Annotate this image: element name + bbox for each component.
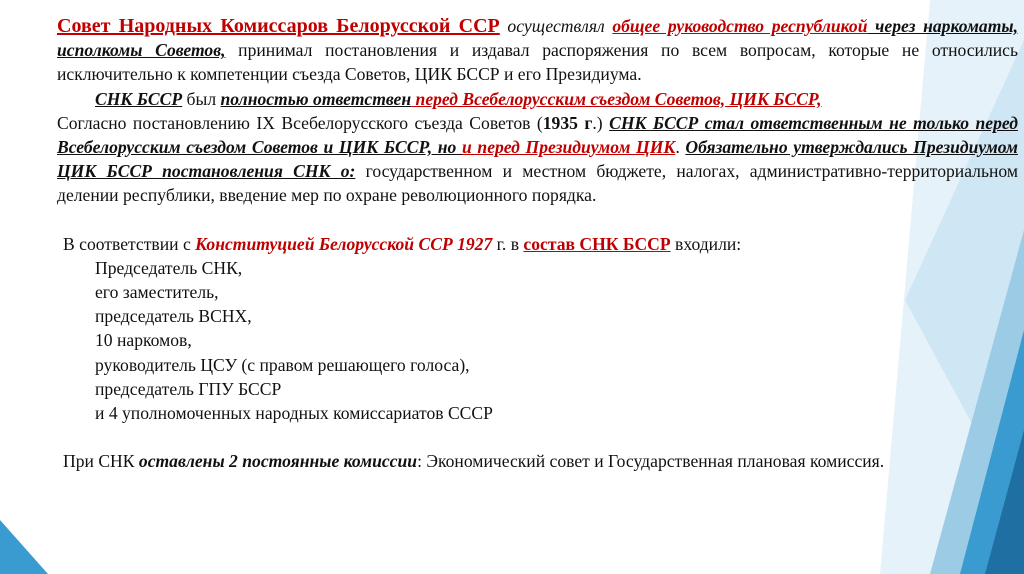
highlight-constitution: Конституцией Белорусской ССР 1927 [195,233,493,254]
composition-list [57,256,1018,425]
text-run: г. в [492,233,524,254]
list-item: председатель ВСНХ, [95,306,252,327]
deco-left-corner-triangle [0,520,48,574]
highlight-congress-tsik: перед Всебелорусским съездом Советов, ЦИК БССР, [411,88,822,109]
text-run: СНК БССР стал ответственным не только перед Всебелорусским съездом Советов и ЦИК БССР, но [57,112,1018,158]
text-run: принимал постановления и издавал распоряжения по всем вопросам, которые не относились исключительно к компетенции съезда Советов, ЦИК БССР и его Президиума. [57,40,1018,85]
highlight-presidium-tsik: и перед Президиумом ЦИК [461,137,676,158]
spacer [57,425,1018,449]
text-run: СНК БССР [95,88,183,109]
list-item: председатель ГПУ БССР [95,378,282,399]
paragraph-constitution-1927 [57,232,1018,256]
text-run: государственном и местном бюджете, налогах, административно-территориальном делении республики, введение мер по охране революционного порядка. [57,161,1018,206]
paragraph-snk-responsibility [57,87,1018,111]
highlight-general-leadership: общее руководство республикой [612,16,868,36]
spacer [57,208,1018,232]
text-run: В соответствии с [63,233,196,254]
text-run: .) [592,112,610,133]
highlight-snk-composition: состав СНК БССР [523,233,671,254]
list-item: Председатель СНК, [95,257,243,278]
highlight-two-commissions: оставлены 2 постоянные комиссии [138,451,418,472]
text-run: был [182,88,221,109]
text-body [57,14,1018,473]
paragraph-1935-resolution [57,111,1018,208]
list-item: руководитель ЦСУ (с правом решающего голоса), [95,354,470,375]
text-run: . [675,137,680,158]
text-run: Обязательно утверждались Президиумом ЦИК БССР постановления СНК о: [57,137,1018,182]
list-item: 10 наркомов, [95,330,192,351]
paragraph-commissions [57,449,1018,473]
heading-snk-bssr: Совет Народных Комиссаров Белорусской ССР [57,15,500,37]
text-run: Согласно постановлению IX Всебелорусского съезда Советов ( [57,112,543,133]
text-run: : Экономический совет и Государственная плановая комиссия. [417,451,885,472]
text-run: входили: [670,233,742,254]
list-item: и 4 уполномоченных народных комиссариатов СССР [95,403,493,424]
text-run: осуществлял [499,16,613,36]
text-run: через наркоматы, исполкомы Советов, [57,16,1018,61]
list-item: его заместитель, [95,282,219,303]
paragraph-snk-overview [57,14,1018,87]
text-run: При СНК [63,451,139,472]
text-run: полностью ответствен [220,88,412,109]
year-1935: 1935 г [542,112,593,133]
